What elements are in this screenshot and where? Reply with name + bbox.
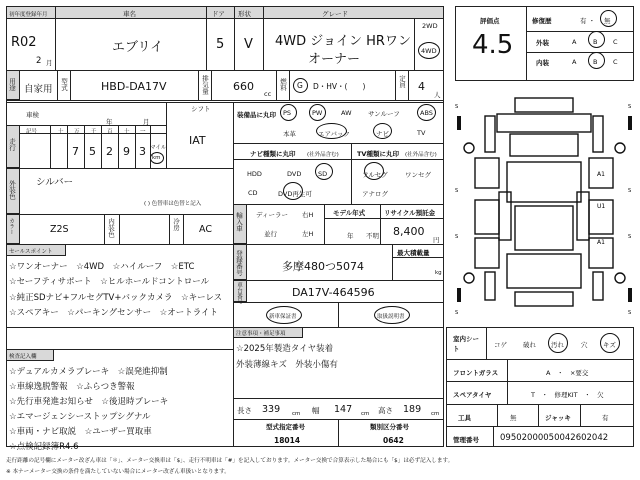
- mgmt-label: 管理番号: [453, 436, 479, 444]
- spare-value: T ・ 修理KIT ・ 欠: [531, 391, 604, 399]
- shape-label: 形状: [238, 10, 251, 18]
- mileage-digit-4: 3: [139, 145, 146, 158]
- tools-value: 無: [510, 414, 517, 422]
- sales-point-label: セールスポイント: [9, 249, 53, 255]
- digit-header-5: 十: [124, 129, 130, 135]
- model-year-year: 年: [347, 232, 354, 240]
- pw-label: PW: [312, 109, 323, 117]
- capacity-value: 4: [418, 80, 425, 93]
- sales-point-line-3: ☆純正SDナビ+フルセグTV+バックカメラ ☆キーレス: [9, 293, 223, 303]
- mile-unit: マイル: [150, 145, 167, 151]
- tv-type-note: (社外品含む): [405, 152, 437, 158]
- seat-opt-yabure: 破れ: [523, 341, 536, 349]
- seat-opt-ana: 穴: [581, 341, 588, 349]
- chassis-value: DA17V-464596: [292, 286, 375, 299]
- side-marker-7: S: [455, 310, 459, 316]
- navi-label: ナビ: [376, 130, 389, 138]
- repair-options: 有 ・: [580, 17, 596, 25]
- month-unit: 月: [46, 59, 53, 67]
- glass-label: フロントガラス: [453, 369, 499, 377]
- mileage-label: 走行: [8, 138, 16, 151]
- navi-dvd-play: DVD再生可: [278, 190, 312, 198]
- recycle-label: リサイクル預託金: [384, 209, 436, 217]
- notes-line-1: ☆2025年製造タイヤ装着: [236, 344, 334, 354]
- displacement-value: 660: [233, 80, 254, 93]
- fuel-options: D・HV・( ): [313, 82, 366, 91]
- side-marker-8: S: [628, 310, 632, 316]
- type-label: 型式: [60, 78, 68, 91]
- equipment-title: 装備品に丸印: [237, 111, 276, 119]
- width-value: 147: [334, 404, 353, 415]
- km-unit: km: [152, 155, 161, 161]
- shift-value: IAT: [189, 134, 206, 147]
- exterior-grade-b: B: [593, 38, 598, 46]
- reg-month: 2: [36, 56, 42, 66]
- seat-opt-yogore: 汚れ: [551, 341, 564, 349]
- glass-value: A ・ ×要交: [546, 369, 589, 377]
- import-parallel: 並行: [264, 230, 277, 238]
- import-right: 右H: [302, 211, 314, 219]
- drive-2wd: 2WD: [422, 22, 438, 30]
- chassis-label: 車台番号: [236, 282, 242, 304]
- footer-line-2: ※ 本ナーメーター交換の条件を満たしていない場合にメーター改ざん車扱いとなります。: [6, 469, 230, 475]
- height-value: 189: [403, 404, 422, 415]
- inspection-label: 車検: [26, 111, 39, 119]
- seat-label: 室内シート: [453, 335, 479, 353]
- model-year-label: モデル年式: [333, 209, 366, 217]
- navi-sd: SD: [318, 170, 328, 178]
- class-value: 0642: [383, 436, 404, 445]
- grade-line-2: オーナー: [308, 52, 361, 67]
- sales-point-line-4: ☆スペアキー ☆パーキングセンサー ☆オートライト: [9, 308, 219, 318]
- digit-header-4: 百: [107, 129, 113, 135]
- inspector-line-6: ☆点検記録簿R4.6: [9, 442, 79, 452]
- plate-value: 多摩480つ5074: [282, 260, 364, 273]
- exterior-grade-label: 外装: [536, 39, 549, 47]
- ac-label: 冷房: [172, 218, 180, 231]
- navi-type-title: ナビ種類に丸印: [250, 150, 296, 158]
- digit-header-3: 千: [91, 129, 97, 135]
- type-value: HBD-DA17V: [101, 80, 167, 93]
- use-label: 用途: [8, 78, 16, 91]
- repair-label: 修復歴: [532, 17, 552, 25]
- interior-grade-b: B: [593, 58, 598, 66]
- inspector-line-2: ☆車線逸脱警報 ☆ふらつき警報: [9, 382, 135, 392]
- tv-fullseg: フルセグ: [362, 171, 388, 179]
- digit-header-2: 万: [74, 129, 80, 135]
- model-year-unknown: 不明: [366, 232, 379, 240]
- interior-color-label: 内装色: [107, 218, 115, 238]
- mileage-digit-0: 7: [72, 145, 79, 158]
- exterior-grade-c: C: [613, 38, 618, 46]
- spare-label: スペアタイヤ: [453, 391, 492, 399]
- fuel-label: 燃料: [279, 78, 287, 91]
- manual: 取扱説明書: [377, 314, 405, 320]
- tv-oneseg: ワンセグ: [405, 171, 431, 179]
- shift-label: シフト: [191, 105, 211, 113]
- digit-header-6: 一: [140, 129, 146, 135]
- model-designation-value: 18014: [274, 436, 301, 445]
- inspector-line-1: ☆デュアルカメラブレーキ ☆誤発進抑制: [9, 367, 168, 377]
- car-name-label: 車名: [123, 10, 136, 18]
- footer-line-1: 走行距離の記号欄にメーター改ざん車は「＊」、メーター交換車は「$」、走行不明車は「#」を記入しております。メーター交換で合算表示した場合にも「$」は必ず記入します。: [6, 458, 454, 464]
- navi-type-note: (社外品含む): [307, 152, 339, 158]
- damage-u1: U1: [597, 203, 606, 210]
- navi-dvd: DVD: [287, 170, 302, 178]
- use-value: 自家用: [24, 84, 53, 95]
- length-value: 339: [262, 404, 281, 415]
- import-left: 左H: [302, 230, 314, 238]
- class-label: 類別区分番号: [370, 423, 409, 431]
- inspector-line-3: ☆先行車発進お知らせ ☆後退時ブレーキ: [9, 397, 169, 407]
- capacity-label: 定員: [398, 75, 406, 88]
- car-damage-diagram: [455, 88, 634, 320]
- new-warranty: 新車保証書: [269, 314, 297, 320]
- inspection-month-unit: 月: [143, 118, 150, 126]
- tv-analog: アナログ: [362, 190, 388, 198]
- model-designation-label: 型式指定番号: [266, 423, 305, 431]
- inspection-year-unit: 年: [106, 118, 113, 126]
- ps-label: PS: [283, 109, 292, 117]
- side-marker-2: S: [628, 104, 632, 110]
- mileage-digit-3: 9: [123, 145, 130, 158]
- notes-label: 注意事項・補足事項: [236, 331, 286, 337]
- grade-line-1: 4WD ジョイン HRワン: [275, 34, 411, 49]
- door-label: ドア: [212, 10, 225, 18]
- side-marker-3: S: [455, 188, 459, 194]
- seat-opt-koge: コゲ: [494, 341, 507, 349]
- mileage-digit-1: 5: [89, 145, 96, 158]
- mgmt-value: 09502000050042602042: [500, 433, 609, 443]
- color-code-label: カラー: [8, 218, 14, 235]
- jack-label: ジャッキ: [545, 414, 571, 422]
- side-marker-6: S: [628, 234, 632, 240]
- exterior-grade-a: A: [572, 38, 577, 46]
- damage-a1-rear: A1: [597, 239, 605, 246]
- recycle-value: 8,400: [393, 225, 425, 238]
- reg-year-label: 初年度登録年月: [9, 12, 48, 18]
- mileage-digit-2: 2: [106, 145, 113, 158]
- color-label: 外装色: [8, 180, 16, 200]
- drive-4wd: 4WD: [421, 47, 437, 55]
- digit-header-0: 記号: [26, 129, 38, 135]
- color-note: ( ) 色替車は色替と記入: [144, 201, 202, 207]
- height-unit: cm: [431, 411, 440, 417]
- navi-cd: CD: [248, 189, 258, 197]
- inspector-line-4: ☆エマージェンシーストップシグナル: [9, 412, 151, 422]
- length-label: 長さ: [237, 406, 252, 415]
- score-label: 評価点: [480, 17, 500, 25]
- kg-unit: kg: [435, 270, 442, 276]
- aw-label: AW: [341, 109, 352, 117]
- width-unit: cm: [361, 411, 370, 417]
- score-value: 4.5: [472, 30, 514, 60]
- damage-a1-front: A1: [597, 171, 605, 178]
- sunroof-label: サンルーフ: [368, 110, 400, 118]
- tv-type-title: TV種類に丸印: [357, 150, 399, 158]
- airbag-label: エアバック: [318, 130, 350, 138]
- header-label-row: [6, 6, 444, 19]
- door-count: 5: [216, 37, 225, 52]
- fuel-g: G: [297, 81, 303, 90]
- digit-header-1: 十: [58, 129, 64, 135]
- jack-value: 有: [602, 414, 609, 422]
- repair-none: 無: [604, 17, 611, 25]
- sales-point-line-1: ☆ワンオーナー ☆4WD ☆ハイルーフ ☆ETC: [9, 262, 195, 272]
- displacement-label: 排気量: [201, 75, 209, 95]
- inspector-label: 検査記入欄: [9, 354, 37, 360]
- capacity-unit: 人: [434, 91, 441, 99]
- navi-hdd: HDD: [247, 170, 262, 178]
- import-dealer: ディーラー: [256, 211, 288, 219]
- grade-label: グレード: [322, 10, 348, 18]
- tv-label: TV: [417, 129, 426, 137]
- sales-point-line-2: ☆セーフティサポート ☆ヒルホールドコントロール: [9, 277, 210, 287]
- side-marker-4: S: [628, 188, 632, 194]
- color-code-value: Z2S: [50, 224, 69, 235]
- abs-label: ABS: [420, 109, 433, 117]
- max-load-label: 最大積載量: [397, 249, 430, 257]
- interior-grade-label: 内装: [536, 59, 549, 67]
- seat-opt-kizu: キズ: [603, 341, 616, 349]
- interior-grade-c: C: [613, 58, 618, 66]
- ac-value: AC: [199, 224, 212, 235]
- height-label: 高さ: [378, 406, 393, 415]
- inspector-line-5: ☆車両・ナビ取説 ☆ユーザー買取車: [9, 427, 152, 437]
- side-marker-5: S: [455, 234, 459, 240]
- plate-label: 登録番号: [235, 250, 243, 276]
- recycle-unit: 円: [433, 236, 440, 244]
- side-marker-1: S: [455, 104, 459, 110]
- body-shape: V: [244, 37, 253, 52]
- reg-year: R02: [11, 35, 37, 50]
- leather-label: 本革: [283, 130, 296, 138]
- cc-unit: cc: [264, 90, 272, 98]
- interior-grade-a: A: [572, 58, 577, 66]
- car-name: エブリイ: [112, 40, 164, 55]
- notes-line-2: 外装薄線キズ 外装小傷有: [236, 360, 338, 370]
- width-label: 幅: [312, 406, 320, 415]
- length-unit: cm: [292, 411, 301, 417]
- import-label: 輸入車: [235, 212, 243, 232]
- tools-label: 工具: [458, 414, 471, 422]
- color-value: シルバー: [36, 177, 74, 188]
